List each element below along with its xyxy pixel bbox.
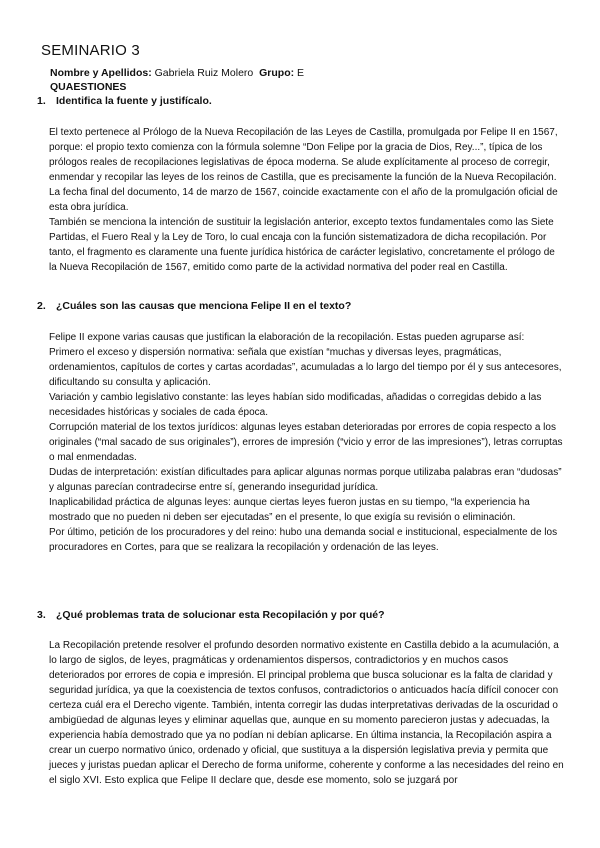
student-info bbox=[50, 66, 304, 94]
paragraph: Felipe II expone varias causas que justifican la elaboración de la recopilación. Estas pueden agruparse así: bbox=[49, 332, 525, 343]
question-number: 1. bbox=[37, 95, 46, 107]
paragraph: Variación y cambio legislativo constante: las leyes habían sido modificadas, añadidas o corregidas debido a las necesidades históricas y sociales de cada época. bbox=[49, 392, 542, 418]
paragraph: Inaplicabilidad práctica de algunas leyes: aunque ciertas leyes fueron justas en su tiempo, “la experiencia ha mostrado que no pueden ni deben ser ejecutadas” en el presente, lo que exigía su revisión o eliminación. bbox=[49, 497, 530, 523]
answer-1 bbox=[49, 125, 565, 275]
answer-3 bbox=[49, 638, 565, 788]
question-2-heading bbox=[37, 300, 351, 312]
question-3-heading bbox=[37, 609, 385, 621]
paragraph: El texto pertenece al Prólogo de la Nueva Recopilación de las Leyes de Castilla, promulgada por Felipe II en 1567, porque: el propio texto comienza con la fórmula solemne “Don Felipe por la gracia de Dios, Rey...”, típica de los prólogos reales de recopilaciones legislativas de época moderna. Se alude explícitamente al proceso de corregir, enmendar y recopilar las leyes de los reinos de Castilla, que es precisamente la función de la Nueva Recopilación. La fecha final del documento, 14 de marzo de 1567, coincide exactamente con el año de la promulgación oficial de esta obra jurídica. bbox=[49, 127, 558, 213]
question-title: ¿Qué problemas trata de solucionar esta Recopilación y por qué? bbox=[56, 609, 385, 621]
group-label: Grupo: bbox=[259, 67, 295, 79]
question-number: 3. bbox=[37, 609, 46, 621]
paragraph: Dudas de interpretación: existían dificultades para aplicar algunas normas porque utilizaba palabras eran “dudosas” y algunas parecían contradecirse entre sí, generando inseguridad jurídica. bbox=[49, 467, 562, 493]
paragraph: También se menciona la intención de sustituir la legislación anterior, excepto textos fundamentales como las Siete Partidas, el Fuero Real y la Ley de Toro, lo cual encaja con la función sistematizadora de dicha recopilación. Por tanto, el fragmento es claramente una fuente jurídica histórica de carácter legislativo, concretamente el prólogo de la Nueva Recopilación de 1567, emitido como parte de la actividad normativa del poder real en Castilla. bbox=[49, 217, 555, 273]
question-title: ¿Cuáles son las causas que menciona Felipe II en el texto? bbox=[56, 300, 352, 312]
paragraph: La Recopilación pretende resolver el profundo desorden normativo existente en Castilla debido a la acumulación, a lo largo de siglos, de leyes, pragmáticas y ordenamientos dispersos, contradictorios y en muchos casos deteriorados por errores de copia e impresión. El principal problema que busca solucionar es la falta de claridad y seguridad jurídica, ya que la coexistencia de textos confusos, contradictorios o anticuados hacía difícil conocer con certeza cuál era el Derecho vigente. También, intenta corregir las dudas interpretativas derivadas de la oscuridad o ambigüedad de algunas leyes y eliminar aquellas que, aunque en su momento parecieron justas y adecuadas, la experiencia había demostrado que ya no podían ni debían aplicarse. En última instancia, la Recopilación aspira a crear un cuerpo normativo único, ordenado y oficial, que sustituya a la dispersión legislativa previa y permita que jueces y juristas puedan aplicar el Derecho de forma uniforme, coherente y conforme a las necesidades del reino en el siglo XVI. Esto explica que Felipe II declare que, desde ese momento, solo se juzgará por bbox=[49, 640, 564, 786]
name-value: Gabriela Ruiz Molero bbox=[154, 67, 254, 79]
section-heading: QUAESTIONES bbox=[50, 81, 127, 93]
question-title: Identifica la fuente y justifícalo. bbox=[56, 95, 212, 107]
name-line bbox=[50, 66, 304, 80]
paragraph: Por último, petición de los procuradores y del reino: hubo una demanda social e institucional, especialmente de los procuradores en Cortes, para que se realizara la recopilación y ordenación de las leyes. bbox=[49, 527, 558, 553]
paragraph: Primero el exceso y dispersión normativa: señala que existían “muchas y diversas leyes, pragmáticas, ordenamientos, capítulos de cortes y cartas acordadas”, acumuladas a lo largo del tiempo por él y sus antecesores, dificultando su consulta y aplicación. bbox=[49, 347, 562, 388]
answer-2 bbox=[49, 330, 565, 555]
group-value: E bbox=[297, 67, 305, 79]
paragraph: Corrupción material de los textos jurídicos: algunas leyes estaban deterioradas por errores de copia respecto a los originales (“mal sacado de sus originales”), errores de impresión (“vicio y error de las impresiones”), letras corruptas o mal enmendadas. bbox=[49, 422, 563, 463]
question-1-heading bbox=[37, 95, 212, 107]
name-label: Nombre y Apellidos: bbox=[50, 67, 152, 79]
page-title: SEMINARIO 3 bbox=[41, 42, 140, 59]
question-number: 2. bbox=[37, 300, 46, 312]
